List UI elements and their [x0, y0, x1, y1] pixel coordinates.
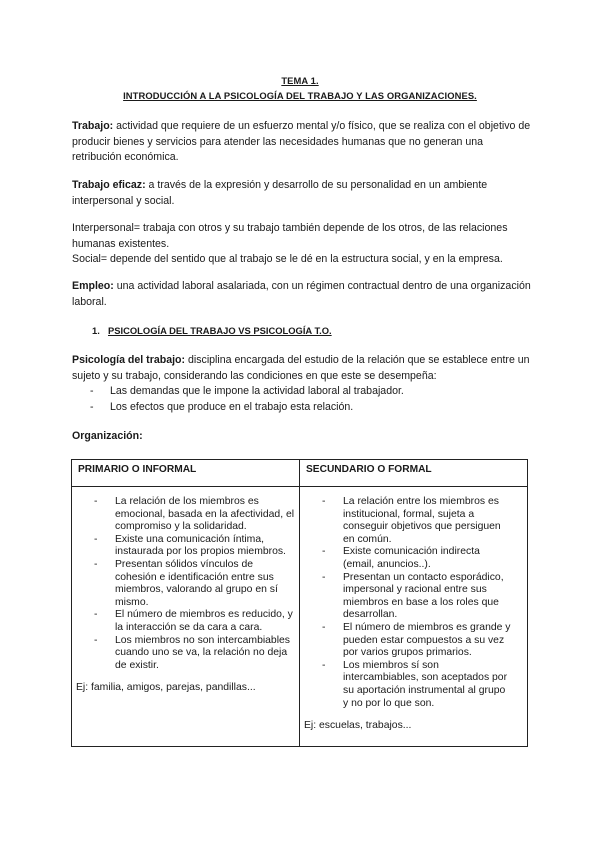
list-item: - Existe una comunicación íntima, instaurada por los propios miembros.	[72, 534, 297, 559]
psicologia-trabajo-term: Psicología del trabajo:	[72, 354, 186, 366]
list-item: - Los efectos que produce en el trabajo esta relación.	[90, 400, 530, 416]
tema-label: TEMA 1.	[281, 75, 319, 86]
psicologia-trabajo-text: disciplina encargada del estudio de la relación que se establece entre un sujeto y su trabajo, considerando las condiciones en que este se desempeña:	[72, 354, 530, 382]
section-heading	[92, 325, 332, 336]
empleo-text: una actividad laboral asalariada, con un régimen contractual dentro de una organización laboral.	[72, 280, 531, 308]
column-header-primario: PRIMARIO O INFORMAL	[72, 460, 300, 487]
document-title: INTRODUCCIÓN A LA PSICOLOGÍA DEL TRABAJO Y LAS ORGANIZACIONES.	[123, 90, 477, 101]
empleo-definition	[72, 279, 532, 310]
empleo-term: Empleo:	[72, 280, 114, 292]
primario-example: Ej: familia, amigos, parejas, pandillas...	[76, 682, 256, 694]
section-number: 1.	[92, 325, 100, 336]
interpersonal-note: Interpersonal= trabaja con otros y su trabajo también depende de los otros, de las relaciones humanas existentes.	[72, 222, 508, 250]
psicologia-trabajo-definition	[72, 353, 532, 384]
list-item: - Las demandas que le impone la actividad laboral al trabajador.	[90, 384, 530, 400]
trabajo-eficaz-term: Trabajo eficaz:	[72, 179, 146, 191]
table-row	[72, 487, 528, 747]
column-header-secundario: SECUNDARIO O FORMAL	[300, 460, 528, 487]
trabajo-term: Trabajo:	[72, 120, 114, 132]
social-note: Social= depende del sentido que al trabajo se le dé en la estructura social, y en la empresa.	[72, 253, 503, 265]
list-item: - Presentan sólidos vínculos de cohesión e identificación entre sus miembros, valorando al grupo en sí mismo.	[72, 559, 297, 609]
list-item: - El número de miembros es reducido, y la interacción se da cara a cara.	[72, 609, 297, 634]
table-header-row	[72, 460, 528, 487]
trabajo-text: actividad que requiere de un esfuerzo mental y/o físico, que se realiza con el objetivo de producir bienes y servicios para atender las necesidades humanas que no generan una retribución económica.	[72, 120, 531, 163]
secundario-list	[300, 496, 513, 710]
trabajo-definition	[72, 119, 532, 166]
list-item: - La relación entre los miembros es institucional, formal, sujeta a conseguir objetivos que persiguen en común.	[300, 496, 513, 546]
secundario-example: Ej: escuelas, trabajos...	[304, 720, 412, 732]
primario-cell	[72, 487, 300, 747]
list-item: - Los miembros sí son intercambiables, son aceptados por su aportación instrumental al grupo y no por lo que son.	[300, 660, 513, 710]
list-item: - El número de miembros es grande y pueden estar compuestos a su vez por varios grupos primarios.	[300, 622, 513, 660]
list-item: - Los miembros no son intercambiables cuando uno se va, la relación no deja de existir.	[72, 635, 297, 673]
secundario-cell	[300, 487, 528, 747]
list-item: - Existe comunicación indirecta (email, anuncios..).	[300, 546, 513, 571]
trabajo-eficaz-text: a través de la expresión y desarrollo de su personalidad en un ambiente interpersonal y social.	[72, 179, 488, 207]
organizacion-label: Organización:	[72, 430, 143, 442]
primario-list	[72, 496, 297, 672]
trabajo-eficaz-definition	[72, 178, 532, 209]
organization-table	[71, 459, 528, 747]
list-item: - La relación de los miembros es emocional, basada en la afectividad, el compromiso y la solidaridad.	[72, 496, 297, 534]
section-title: PSICOLOGÍA DEL TRABAJO VS PSICOLOGÍA T.O.	[108, 325, 332, 336]
psicologia-trabajo-list	[90, 384, 530, 415]
list-item: - Presentan un contacto esporádico, impersonal y racional entre sus miembros en base a los roles que desarrollan.	[300, 572, 513, 622]
